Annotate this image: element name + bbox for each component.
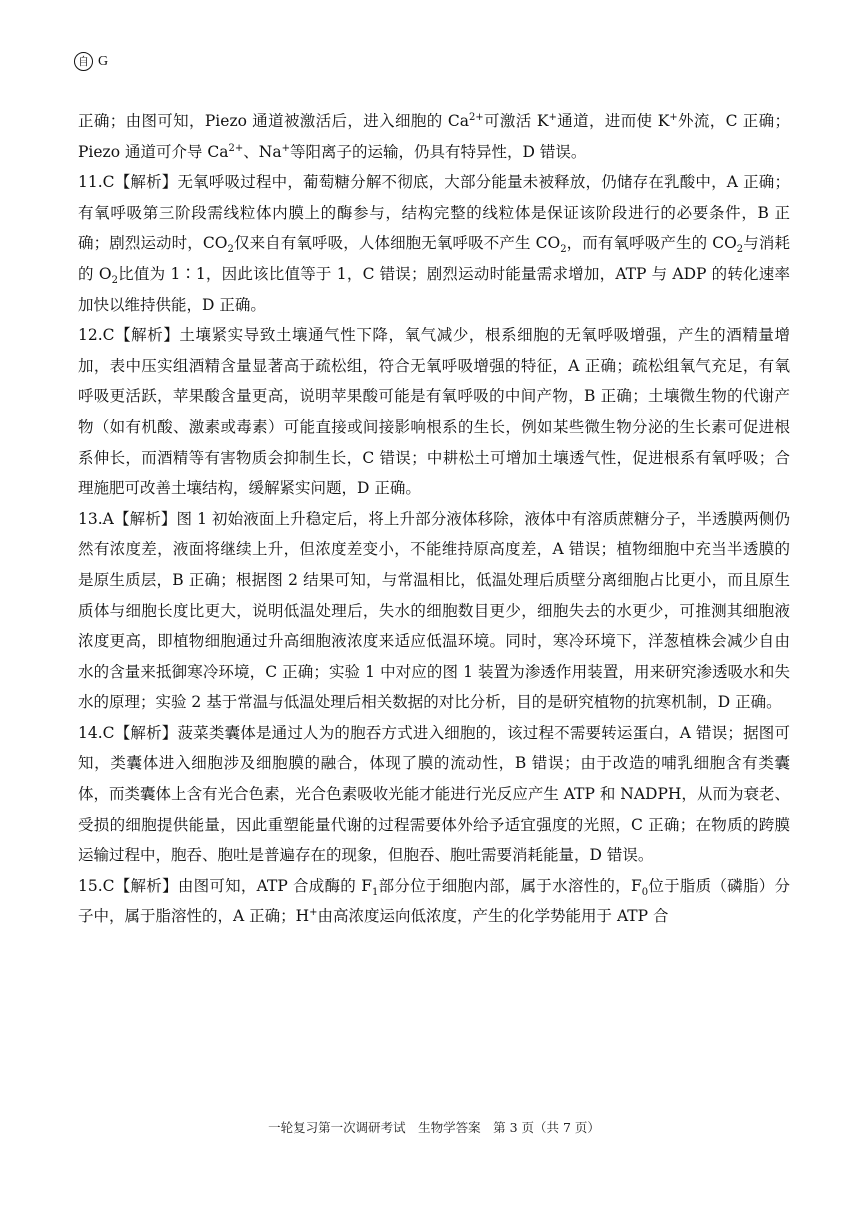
- answer-paragraph: [78, 718, 790, 871]
- text-run: 可激活 K: [483, 112, 549, 130]
- publisher-logo: [74, 52, 108, 71]
- superscript: 2+: [468, 111, 484, 123]
- superscript: +: [281, 142, 290, 154]
- text-run: ，而有氧呼吸产生的 CO: [566, 234, 737, 253]
- text-run: 部分位于细胞内部，属于水溶性的，F: [378, 876, 642, 895]
- subscript: 2: [736, 244, 744, 256]
- subscript: 0: [641, 886, 649, 898]
- subscript: 2: [227, 244, 234, 256]
- text-run: 等阳离子的运输，仍具有特异性，D 错误。: [289, 142, 587, 161]
- superscript: 2+: [228, 142, 244, 154]
- logo-letter: G: [98, 53, 109, 69]
- text-run: 由高浓度运向低浓度，产生的化学势能用于 ATP 合: [317, 907, 669, 926]
- subscript: 2: [560, 244, 567, 256]
- text-run: 仅来自有氧呼吸，人体细胞无氧呼吸不产生 CO: [233, 234, 561, 253]
- text-run: 通道，进而使 K: [556, 112, 670, 130]
- text-run: 正确；由图可知，Piezo 通道被激活后，进入细胞的 Ca: [78, 112, 469, 130]
- subscript: 2: [111, 275, 118, 287]
- text-run: 比值为 1∶1，因此该比值等于 1，C 错误；剧烈运动时能量需求增加，ATP 与 ADP 的转化速率加快以维持供能，D 正确。: [78, 264, 790, 314]
- text-run: 15.C【解析】由图可知，ATP 合成酶的 F: [78, 876, 373, 895]
- text-run: 、Na: [243, 142, 282, 161]
- subscript: 1: [372, 886, 379, 898]
- answer-paragraph: [78, 167, 790, 320]
- text-run: 13.A【解析】图 1 初始液面上升稳定后，将上升部分液体移除，液体中有溶质蔗糖分子，半透膜两侧仍然有浓度差，液面将继续上升，但浓度差变小，不能维持原高度差，A 错误；植物细胞中充当半透膜的是原生质层，B 正确；根据图 2 结果可知，与常温相比，低温处理后质壁分离细胞占比更小，而且原生质体与细胞长度比更大，说明低温处理后，失水的细胞数目更少，细胞失去的水更少，可推测其细胞液浓度更高，即植物细胞通过升高细胞液浓度来适应低温环境。同时，寒冷环境下，洋葱植株会减少自由水的含量来抵御寒冷环境，C 正确；实验 1 中对应的图 1 装置为渗透作用装置，用来研究渗透吸水和失水的原理；实验 2 基于常温与低温处理后相关数据的对比分析，目的是研究植物的抗寒机制，D 正确。: [78, 509, 790, 712]
- answer-paragraph: [78, 871, 790, 932]
- logo-seal-icon: 自: [74, 52, 93, 71]
- text-run: 位于脂质（磷脂）分子中，属于脂溶性的，A 正确；H: [78, 876, 790, 926]
- superscript: +: [669, 111, 678, 123]
- text-run: 与消耗的 O: [78, 234, 790, 283]
- answer-explanations: [78, 106, 790, 932]
- text-run: 11.C【解析】无氧呼吸过程中，葡萄糖分解不彻底，大部分能量未被释放，仍储存在乳酸中，A 正确；有氧呼吸第三阶段需线粒体内膜上的酶参与，结构完整的线粒体是保证该阶段进行的必要条件，B 正确；剧烈运动时，CO: [78, 173, 790, 253]
- answer-paragraph: [78, 504, 790, 718]
- page-footer: 一轮复习第一次调研考试 生物学答案 第 3 页（共 7 页）: [268, 1120, 600, 1135]
- answer-paragraph: [78, 320, 790, 504]
- text-run: 外流，C 正确；Piezo 通道可介导 Ca: [78, 112, 790, 161]
- text-run: 14.C【解析】菠菜类囊体是通过人为的胞吞方式进入细胞的，该过程不需要转运蛋白，A 错误；据图可知，类囊体进入细胞涉及细胞膜的融合，体现了膜的流动性，B 错误；由于改造的哺乳细胞含有类囊体，而类囊体上含有光合色素，光合色素吸收光能才能进行光反应产生 ATP 和 NADPH，从而为衰老、受损的细胞提供能量，因此重塑能量代谢的过程需要体外给予适宜强度的光照，C 正确；在物质的跨膜运输过程中，胞吞、胞吐是普遍存在的现象，但胞吞、胞吐需要消耗能量，D 错误。: [78, 723, 790, 865]
- text-run: 12.C【解析】土壤紧实导致土壤通气性下降，氧气减少，根系细胞的无氧呼吸增强，产生的酒精量增加，表中压实组酒精含量显著高于疏松组，符合无氧呼吸增强的特征，A 正确；疏松组氧气充足，有氧呼吸更活跃，苹果酸含量更高，说明苹果酸可能是有氧呼吸的中间产物，B 正确；土壤微生物的代谢产物（如有机酸、激素或毒素）可能直接或间接影响根系的生长，例如某些微生物分泌的生长素可促进根系伸长，而酒精等有害物质会抑制生长，C 错误；中耕松土可增加土壤透气性，促进根系有氧呼吸；合理施肥可改善土壤结构，缓解紧实问题，D 正确。: [78, 326, 790, 498]
- superscript: +: [309, 907, 318, 919]
- superscript: +: [548, 111, 557, 123]
- answer-paragraph: [78, 106, 790, 167]
